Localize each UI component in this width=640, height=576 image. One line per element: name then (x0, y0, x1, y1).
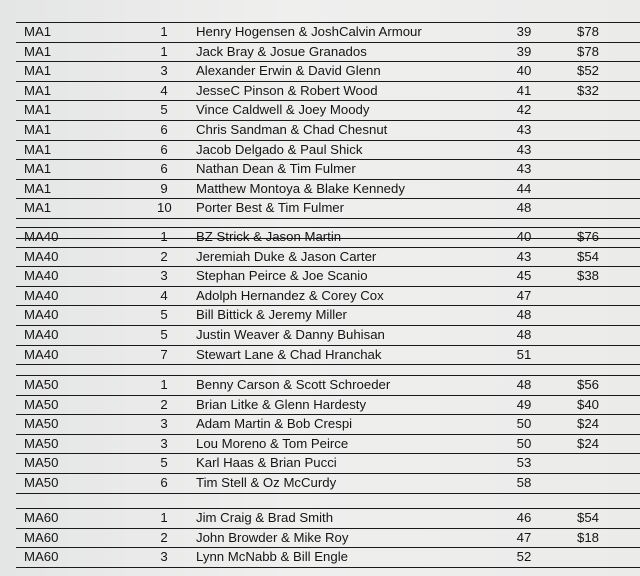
score-cell: 39 (516, 43, 532, 59)
prize-cell: $38 (576, 268, 599, 284)
place-cell: 4 (160, 82, 168, 98)
place-cell: 1 (160, 43, 168, 59)
place-cell: 9 (160, 180, 168, 196)
place-cell: 10 (157, 200, 172, 216)
score-cell: 45 (516, 268, 532, 284)
score-cell: 58 (516, 474, 532, 490)
team-cell: Jack Bray & Josue Granados (196, 43, 367, 59)
result-row (16, 62, 640, 82)
division-cell: MA1 (24, 43, 52, 59)
division-cell: MA40 (24, 268, 59, 284)
team-cell: JesseC Pinson & Robert Wood (196, 82, 378, 98)
team-cell: Bill Bittick & Jeremy Miller (196, 307, 347, 323)
result-row (16, 22, 640, 43)
team-cell: John Browder & Mike Roy (196, 529, 349, 545)
place-cell: 1 (160, 510, 168, 525)
score-cell: 42 (516, 102, 532, 118)
score-cell: 43 (516, 248, 532, 264)
team-cell: Lynn McNabb & Bill Engle (196, 549, 348, 565)
division-cell: MA50 (24, 435, 59, 451)
result-row (16, 267, 640, 287)
division-cell: MA1 (24, 121, 52, 137)
prize-cell: $32 (576, 82, 599, 98)
team-cell: Lou Moreno & Tom Peirce (196, 435, 349, 451)
result-row (16, 454, 640, 474)
result-row (16, 375, 640, 396)
place-cell: 3 (160, 549, 168, 565)
team-cell: Alexander Erwin & David Glenn (196, 63, 381, 79)
division-cell: MA50 (24, 416, 59, 432)
result-row (16, 287, 640, 307)
score-cell: 47 (516, 287, 532, 303)
place-cell: 3 (160, 416, 168, 432)
result-row (16, 435, 640, 455)
result-row (16, 180, 640, 200)
result-row (16, 248, 640, 268)
score-cell: 43 (516, 141, 532, 157)
division-cell: MA40 (24, 248, 59, 264)
result-row (16, 529, 640, 549)
place-cell: 3 (160, 268, 168, 284)
prize-cell: $54 (576, 510, 599, 525)
score-cell: 44 (516, 180, 532, 196)
score-cell: 43 (516, 121, 532, 137)
team-cell: BZ Strick & Jason Martin (196, 229, 342, 244)
score-cell: 48 (516, 377, 532, 392)
result-row (16, 43, 640, 63)
score-cell: 53 (516, 455, 532, 471)
prize-cell: $54 (576, 248, 599, 264)
prize-cell: $40 (576, 396, 599, 412)
team-cell: Henry Hogensen & JoshCalvin Armour (196, 24, 422, 39)
result-row (16, 396, 640, 416)
place-cell: 2 (160, 529, 168, 545)
division-ma50-table (16, 375, 640, 494)
place-cell: 7 (160, 346, 168, 362)
division-cell: MA40 (24, 346, 59, 362)
team-cell: Justin Weaver & Danny Buhisan (196, 326, 385, 342)
division-cell: MA50 (24, 396, 59, 412)
division-cell: MA40 (24, 229, 59, 244)
team-cell: Jacob Delgado & Paul Shick (196, 141, 363, 157)
place-cell: 6 (160, 121, 168, 137)
division-cell: MA50 (24, 377, 59, 392)
team-cell: Matthew Montoya & Blake Kennedy (196, 180, 405, 196)
team-cell: Nathan Dean & Tim Fulmer (196, 161, 356, 177)
prize-cell: $24 (576, 416, 599, 432)
result-row (16, 326, 640, 346)
score-cell: 50 (516, 416, 532, 432)
prize-cell: $18 (576, 529, 599, 545)
division-cell: MA1 (24, 82, 52, 98)
division-cell: MA60 (24, 549, 59, 565)
team-cell: Stephan Peirce & Joe Scanio (196, 268, 368, 284)
result-row (16, 141, 640, 161)
score-cell: 40 (516, 63, 532, 79)
result-row (16, 121, 640, 141)
result-row (16, 346, 640, 366)
prize-cell: $78 (576, 24, 599, 39)
place-cell: 6 (160, 161, 168, 177)
division-cell: MA1 (24, 24, 52, 39)
team-cell: Tim Stell & Oz McCurdy (196, 474, 337, 490)
division-cell: MA1 (24, 63, 52, 79)
division-cell: MA40 (24, 307, 59, 323)
place-cell: 5 (160, 455, 168, 471)
division-cell: MA60 (24, 529, 59, 545)
result-row (16, 306, 640, 326)
score-cell: 49 (516, 396, 532, 412)
place-cell: 4 (160, 287, 168, 303)
result-row (16, 415, 640, 435)
place-cell: 1 (160, 229, 168, 244)
place-cell: 1 (160, 377, 168, 392)
team-cell: Jim Craig & Brad Smith (196, 510, 334, 525)
score-cell: 47 (516, 529, 532, 545)
score-cell: 48 (516, 326, 532, 342)
result-row (16, 82, 640, 102)
team-cell: Benny Carson & Scott Schroeder (196, 377, 391, 392)
prize-cell: $56 (576, 377, 599, 392)
division-ma60-table (16, 508, 640, 568)
team-cell: Adolph Hernandez & Corey Cox (196, 287, 384, 303)
place-cell: 5 (160, 307, 168, 323)
result-row (16, 101, 640, 121)
team-cell: Jeremiah Duke & Jason Carter (196, 248, 377, 264)
score-cell: 43 (516, 161, 532, 177)
place-cell: 3 (160, 63, 168, 79)
team-cell: Chris Sandman & Chad Chesnut (196, 121, 388, 137)
division-cell: MA1 (24, 161, 52, 177)
place-cell: 1 (160, 24, 168, 39)
team-cell: Vince Caldwell & Joey Moody (196, 102, 370, 118)
score-cell: 40 (516, 229, 532, 244)
division-cell: MA50 (24, 474, 59, 490)
score-cell: 50 (516, 435, 532, 451)
score-cell: 48 (516, 307, 532, 323)
score-cell: 41 (516, 82, 532, 98)
place-cell: 3 (160, 435, 168, 451)
division-ma1-table (16, 22, 640, 239)
division-ma40-table (16, 227, 640, 365)
place-cell: 5 (160, 102, 168, 118)
team-cell: Karl Haas & Brian Pucci (196, 455, 337, 471)
score-cell: 52 (516, 549, 532, 565)
score-cell: 39 (516, 24, 532, 39)
prize-cell: $78 (576, 43, 599, 59)
prize-cell: $52 (576, 63, 599, 79)
division-cell: MA60 (24, 510, 59, 525)
score-cell: 48 (516, 200, 532, 216)
division-cell: MA1 (24, 102, 52, 118)
division-cell: MA50 (24, 455, 59, 471)
result-row (16, 474, 640, 494)
team-cell: Stewart Lane & Chad Hranchak (196, 346, 382, 362)
division-cell: MA40 (24, 287, 59, 303)
place-cell: 6 (160, 141, 168, 157)
division-cell: MA1 (24, 200, 52, 216)
score-cell: 46 (516, 510, 532, 525)
place-cell: 6 (160, 474, 168, 490)
result-row (16, 508, 640, 529)
team-cell: Adam Martin & Bob Crespi (196, 416, 353, 432)
division-cell: MA1 (24, 141, 52, 157)
division-cell: MA1 (24, 180, 52, 196)
result-row (16, 227, 640, 248)
place-cell: 2 (160, 248, 168, 264)
prize-cell: $24 (576, 435, 599, 451)
result-row (16, 548, 640, 568)
result-row (16, 199, 640, 219)
team-cell: Brian Litke & Glenn Hardesty (196, 396, 367, 412)
place-cell: 5 (160, 326, 168, 342)
result-row (16, 160, 640, 180)
division-cell: MA40 (24, 326, 59, 342)
score-cell: 51 (516, 346, 532, 362)
team-cell: Porter Best & Tim Fulmer (196, 200, 345, 216)
place-cell: 2 (160, 396, 168, 412)
prize-cell: $76 (576, 229, 599, 244)
